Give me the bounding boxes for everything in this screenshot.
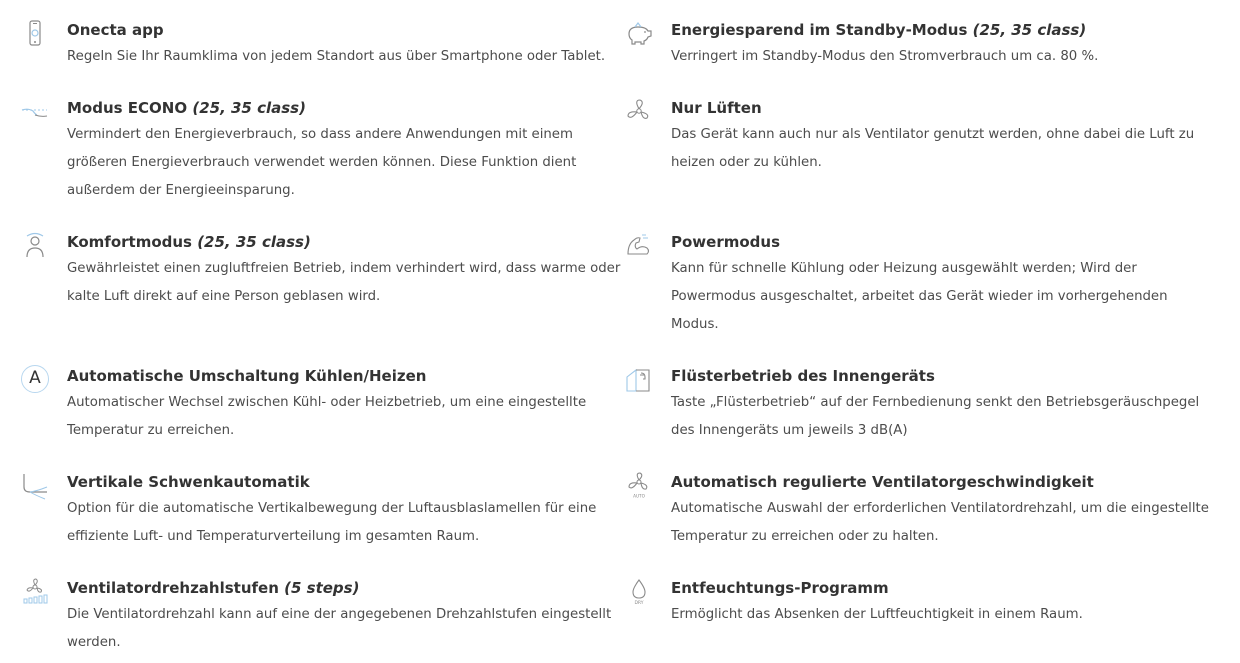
feature-title: Flüsterbetrieb des Innengeräts xyxy=(671,367,935,385)
feature-description: Ermöglicht das Absenken der Luftfeuchtigkeit in einem Raum. xyxy=(671,607,1083,622)
feature-power-mode xyxy=(671,232,1211,339)
feature-title: Automatisch regulierte Ventilatorgeschwindigkeit xyxy=(671,473,1094,491)
feature-title: Entfeuchtungs-Programm xyxy=(671,579,889,597)
dry-label: DRY xyxy=(634,601,644,606)
feature-description: Die Ventilatordrehzahl kann auf eine der angegebenen Drehzahlstufen eingestellt werden. xyxy=(67,607,612,650)
feature-comfort-mode xyxy=(67,232,627,311)
feature-onecta-app xyxy=(67,20,627,71)
quiet-house-icon xyxy=(624,362,654,396)
auto-fan-icon xyxy=(624,468,654,502)
feature-title: Komfortmodus (25, 35 class) xyxy=(67,233,311,251)
feature-description: Vermindert den Energieverbrauch, so dass andere Anwendungen mit einem größeren Energieverbrauch verwendet werden können. Diese Funktion dient außerdem der Energieeinsparung. xyxy=(67,127,577,198)
feature-description: Regeln Sie Ihr Raumklima von jedem Standort aus über Smartphone oder Tablet. xyxy=(67,49,606,64)
smartphone-icon xyxy=(20,16,50,50)
feature-title: Energiesparend im Standby-Modus (25, 35 class) xyxy=(671,21,1087,39)
feature-quiet-operation xyxy=(671,366,1211,445)
fan-icon xyxy=(624,94,654,128)
feature-fan-only xyxy=(671,98,1211,177)
feature-description: Automatischer Wechsel zwischen Kühl- oder Heizbetrieb, um eine eingestellte Temperatur zu erreichen. xyxy=(67,395,587,438)
feature-fan-speed-steps xyxy=(67,578,627,657)
feature-title: Automatische Umschaltung Kühlen/Heizen xyxy=(67,367,427,385)
feature-title: Vertikale Schwenkautomatik xyxy=(67,473,310,491)
piggy-bank-icon xyxy=(624,16,654,50)
vertical-swing-icon xyxy=(20,468,50,502)
feature-standby-saving xyxy=(671,20,1211,71)
eco-mode-icon xyxy=(20,94,50,128)
person-comfort-icon xyxy=(20,228,50,262)
water-drop-icon xyxy=(624,574,654,608)
feature-description: Kann für schnelle Kühlung oder Heizung ausgewählt werden; Wird der Powermodus ausgeschaltet, arbeitet das Gerät wieder im vorhergehenden Modus. xyxy=(671,261,1168,332)
feature-description: Verringert im Standby-Modus den Stromverbrauch um ca. 80 %. xyxy=(671,49,1099,64)
feature-description: Das Gerät kann auch nur als Ventilator genutzt werden, ohne dabei die Luft zu heizen oder zu kühlen. xyxy=(671,127,1195,170)
auto-letter-icon xyxy=(20,362,50,396)
feature-title: Powermodus xyxy=(671,233,781,251)
auto-letter-badge: A xyxy=(21,365,49,393)
feature-dry-program xyxy=(634,578,1211,629)
feature-vertical-swing xyxy=(67,472,627,551)
feature-title: Nur Lüften xyxy=(671,99,762,117)
power-arm-icon xyxy=(624,228,654,262)
feature-description: Gewährleistet einen zugluftfreien Betrieb, indem verhindert wird, dass warme oder kalte Luft direkt auf eine Person geblasen wird. xyxy=(67,261,621,304)
feature-description: Automatische Auswahl der erforderlichen Ventilatordrehzahl, um die eingestellte Temperatur zu erreichen oder zu halten. xyxy=(671,501,1209,544)
feature-auto-changeover xyxy=(29,366,627,445)
auto-fan-label: AUTO xyxy=(633,493,645,499)
feature-title: Modus ECONO (25, 35 class) xyxy=(67,99,306,117)
feature-title: Ventilatordrehzahlstufen (5 steps) xyxy=(67,579,360,597)
feature-title: Onecta app xyxy=(67,21,164,39)
feature-econo-mode xyxy=(67,98,627,205)
fan-steps-icon xyxy=(20,574,50,608)
feature-description: Taste „Flüsterbetrieb“ auf der Fernbedienung senkt den Betriebsgeräuschpegel des Innengeräts um jeweils 3 dB(A) xyxy=(671,395,1200,438)
feature-auto-fan-speed xyxy=(633,472,1211,551)
feature-description: Option für die automatische Vertikalbewegung der Luftausblaslamellen für eine effiziente Luft- und Temperaturverteilung im gesamten Raum. xyxy=(67,501,597,544)
